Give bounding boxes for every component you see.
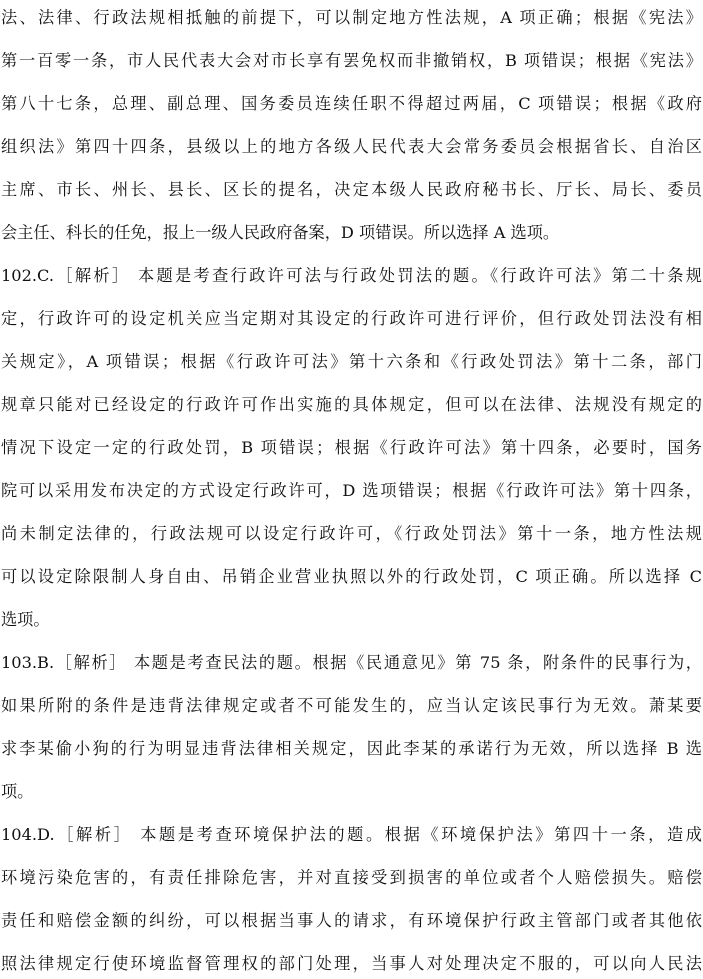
text-line: 求李某偷小狗的行为明显违背法律相关规定，因此李某的承诺行为无效，所以选择 B 选	[1, 739, 702, 758]
text-line: 可以设定除限制人身自由、吊销企业营业执照以外的行政处罚，C 项正确。所以选择 C	[1, 567, 702, 586]
text-line: 组织法》第四十四条，县级以上的地方各级人民代表大会常务委员会根据省长、自治区	[1, 137, 702, 156]
text-line: 103.B.［解析］ 本题是考查民法的题。根据《民通意见》第 75 条，附条件的民事行为，	[1, 653, 702, 672]
text-line: 会主任、科长的任免，报上一级人民政府备案，D 项错误。所以选择 A 选项。	[1, 223, 560, 242]
text-line: 如果所附的条件是违背法律规定或者不可能发生的，应当认定该民事行为无效。萧某要	[1, 696, 702, 715]
text-line: 规章只能对已经设定的行政许可作出实施的具体规定，但可以在法律、法规没有规定的	[1, 395, 702, 414]
text-line: 尚未制定法律的，行政法规可以设定行政许可，《行政处罚法》第十一条，地方性法规	[1, 524, 702, 543]
text-line: 情况下设定一定的行政处罚，B 项错误；根据《行政许可法》第十四条，必要时，国务	[1, 438, 702, 457]
text-line: 选项。	[1, 610, 50, 629]
text-line: 关规定》，A 项错误；根据《行政许可法》第十六条和《行政处罚法》第十二条，部门	[1, 352, 702, 371]
text-line: 104.D.［解析］ 本题是考查环境保护法的题。根据《环境保护法》第四十一条，造成	[1, 825, 702, 844]
text-line: 项。	[1, 782, 34, 801]
text-line: 法、法律、行政法规相抵触的前提下，可以制定地方性法规，A 项正确；根据《宪法》	[1, 8, 702, 27]
text-line: 主席、市长、州长、县长、区长的提名，决定本级人民政府秘书长、厅长、局长、委员	[1, 180, 702, 199]
text-line: 环境污染危害的，有责任排除危害，并对直接受到损害的单位或者个人赔偿损失。赔偿	[1, 868, 702, 887]
text-line: 照法律规定行使环境监督管理权的部门处理，当事人对处理决定不服的，可以向人民法	[1, 954, 702, 973]
text-line: 责任和赔偿金额的纠纷，可以根据当事人的请求，有环境保护行政主管部门或者其他依	[1, 911, 702, 930]
text-line: 院可以采用发布决定的方式设定行政许可，D 选项错误；根据《行政许可法》第十四条，	[1, 481, 702, 500]
text-line: 定，行政许可的设定机关应当定期对其设定的行政许可进行评价，但行政处罚法没有相	[1, 309, 702, 328]
text-line: 第一百零一条，市人民代表大会对市长享有罢免权而非撤销权，B 项错误；根据《宪法》	[1, 51, 702, 70]
text-line: 第八十七条，总理、副总理、国务委员连续任职不得超过两届，C 项错误；根据《政府	[1, 94, 702, 113]
text-line: 102.C.［解析］ 本题是考查行政许可法与行政处罚法的题。《行政许可法》第二十条规	[1, 266, 702, 285]
